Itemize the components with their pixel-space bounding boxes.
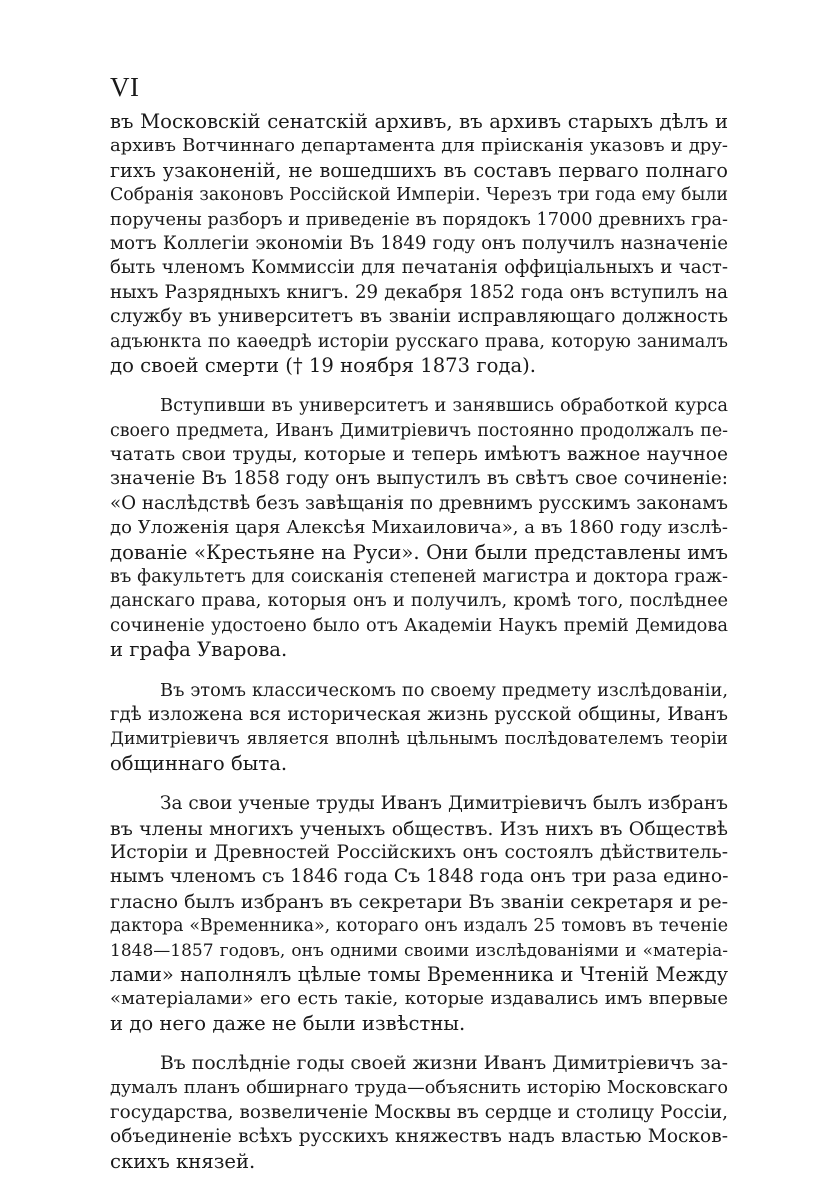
text-line: и до него даже не были извѣстны. (110, 1011, 466, 1035)
text-line: чатать свои труды, которые и теперь имѣютъ важное научное (110, 444, 728, 466)
text-line: «матеріалами» его есть такіе, которые издавались имъ впервые (110, 988, 728, 1010)
text-line: объединеніе всѣхъ русскихъ княжествъ надъ властью Москов- (110, 1126, 728, 1148)
text-line: мотъ Коллегіи экономіи Въ 1849 году онъ получилъ назначеніе (110, 232, 728, 254)
paragraph-gap (110, 663, 728, 679)
text-line: 1848—1857 годовъ, онъ одними своими изслѣдованіями и «матеріа- (110, 940, 728, 961)
text-line: въ факультетъ для соисканія степеней магистра и доктора граж- (110, 566, 728, 588)
text-line: данскаго права, которыя онъ и получилъ, кромѣ того, послѣднее (110, 590, 728, 612)
text-line: въ члены многихъ ученыхъ обществъ. Изъ нихъ въ Обществѣ (110, 817, 728, 840)
text-line: государства, возвеличеніе Москвы въ сердце и столицу Россіи, (110, 1101, 728, 1123)
paragraph-gap (110, 1036, 728, 1052)
text-line: гласно былъ избранъ въ секретари Въ званіи секретаря и ре- (110, 890, 728, 913)
text-line: ныхъ Разрядныхъ книгъ. 29 декабря 1852 года онъ вступилъ на (110, 281, 728, 303)
text-line: и графа Уварова. (110, 638, 288, 662)
text-line: Исторіи и Древностей Россійскихъ онъ состоялъ дѣйствитель- (110, 841, 728, 863)
paragraph-2 (110, 394, 728, 662)
text-line: поручены разборъ и приведеніе въ порядокъ 17000 древнихъ гра- (110, 209, 728, 230)
text-line: быть членомъ Коммиссіи для печатанія оффиціальныхъ и част- (110, 257, 728, 279)
paragraph-gap (110, 378, 728, 394)
text-line: архивъ Вотчиннаго департамента для прiисканія указовъ и дру- (110, 135, 728, 157)
text-line: дактора «Временника», котораго онъ издалъ 25 томовъ въ теченіе (110, 916, 728, 937)
text-line: до Уложенія царя Алексѣя Михаиловича», а въ 1860 году изслѣ- (110, 517, 728, 539)
text-line: въ Московскій сенатскій архивъ, въ архивъ старыхъ дѣлъ и (110, 110, 728, 133)
text-line: гихъ узаконеній, не вошедшихъ въ составъ перваго полнаго (110, 158, 728, 182)
text-line: службу въ университетъ въ званіи исправляющаго должность (110, 306, 728, 328)
text-line: адъюнкта по каѳедрѣ исторіи русскаго права, которую занималъ (110, 330, 728, 352)
text-line: думалъ планъ обширнаго труда—объяснить исторію Московскаго (110, 1078, 728, 1099)
text-line: «О наслѣдствѣ безъ завѣщанія по древнимъ русскимъ законамъ (110, 492, 728, 514)
text-line: до своей смерти († 19 ноября 1873 года). (110, 353, 537, 377)
text-line: За свои ученые труды Иванъ Димитріевичъ былъ избранъ (160, 793, 728, 815)
text-line: значеніе Въ 1858 году онъ выпустилъ въ свѣтъ свое сочиненіе: (110, 468, 728, 490)
text-line: скихъ князей. (110, 1149, 256, 1173)
paragraph-gap (110, 776, 728, 792)
page-number: VI (110, 72, 140, 102)
text-line: сочиненіе удостоено было отъ Академіи Наукъ премій Демидова (110, 614, 728, 636)
text-line: дованіе «Крестьяне на Руси». Они были представлены имъ (110, 540, 728, 564)
paragraph-4 (110, 792, 728, 1036)
text-line: Въ этомъ классическомъ по своему предмету изслѣдованіи, (160, 679, 728, 701)
text-line: своего предмета, Иванъ Димитріевичъ постоянно продолжалъ пе- (110, 420, 728, 441)
text-line: Собранія законовъ Россійской Имперіи. Черезъ три года ему были (110, 185, 728, 206)
body-text (110, 110, 728, 1174)
text-line: гдѣ изложена вся историческая жизнь русской общины, Иванъ (110, 703, 728, 725)
paragraph-1 (110, 110, 728, 378)
paragraph-3 (110, 679, 728, 777)
text-line: Димитріевичъ является вполнѣ цѣльнымъ послѣдователемъ теоріи (110, 729, 728, 750)
text-line: Въ послѣдніе годы своей жизни Иванъ Димитріевичъ за- (160, 1053, 728, 1075)
text-line: нымъ членомъ съ 1846 года Съ 1848 года онъ три раза едино- (110, 866, 728, 888)
paragraph-5 (110, 1052, 728, 1174)
text-line: Вступивши въ университетъ и занявшись обработкой курса (160, 395, 728, 417)
text-line: общиннаго быта. (110, 751, 288, 775)
text-line: лами» наполнялъ цѣлые томы Временника и Чтеній Между (110, 962, 728, 986)
